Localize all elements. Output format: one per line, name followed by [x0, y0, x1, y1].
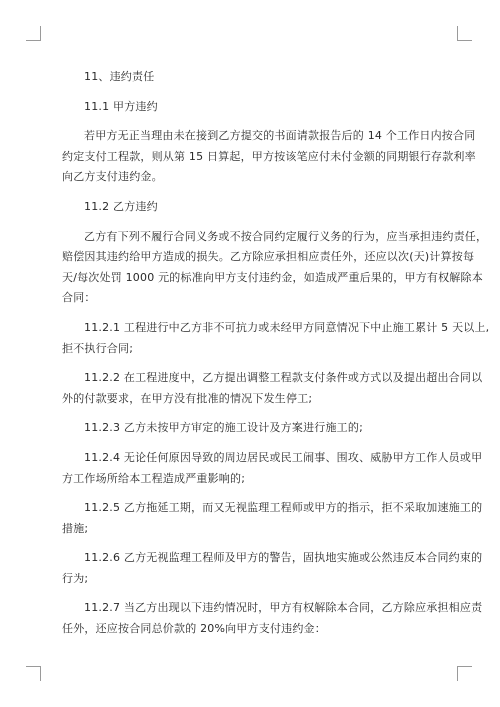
crop-mark-top-right — [457, 26, 472, 41]
paragraph-line: 向乙方支付违约金。 — [62, 170, 163, 184]
clause-11-2-3: 11.2.3 乙方未按甲方审定的施工设计及方案进行施工的; — [84, 421, 363, 435]
crop-mark-bottom-left — [26, 666, 41, 681]
paragraph-party-b-breach — [62, 227, 488, 309]
crop-mark-bottom-right — [457, 666, 472, 681]
clause-11-2-6: 11.2.6 乙方无视监理工程师及甲方的警告，固执地实施或公然违反本合同约束的 行为; — [62, 551, 483, 585]
sub-heading-party-a-breach: 11.1 甲方违约 — [84, 99, 158, 113]
clause-11-2-2: 11.2.2 在工程进度中，乙方提出调整工程款支付条件或方式以及提出超出合同以 外的付款要求，在甲方没有批准的情况下发生停工; — [62, 371, 483, 405]
clause-11-2-5: 11.2.5 乙方拖延工期，而又无视监理工程师或甲方的指示，拒不采取加速施工的 措施; — [62, 501, 483, 535]
clause-11-2-7: 11.2.7 当乙方出现以下违约情况时，甲方有权解除本合同，乙方除应承担相应责 任外，还应按合同总价款的 20%向甲方支付违约金： — [62, 601, 483, 636]
paragraph-line: 合同： — [62, 291, 96, 305]
sub-heading-party-b-breach: 11.2 乙方违约 — [84, 199, 158, 213]
clause-11-2-4: 11.2.4 无论任何原因导致的周边居民或民工闹事、围攻、威胁甲方工作人员或甲 方工作场所给本工程造成严重影响的; — [62, 450, 483, 485]
paragraph-line: 天/每次处罚 1000 元的标准向甲方支付违约金，如造成严重后果的，甲方有权解除本 — [62, 270, 483, 284]
paragraph-line: 赔偿因其违约给甲方造成的损失。乙方除应承担相应责任外，还应以次(天)计算按每 — [62, 250, 475, 264]
document-body — [62, 67, 490, 640]
section-heading: 11、违约责任 — [84, 70, 155, 83]
clause-11-2-1: 11.2.1 工程进行中乙方非不可抗力或未经甲方同意情况下中止施工累计 5 天以上, 拒不执行合同; — [62, 320, 490, 355]
paragraph-line: 若甲方无正当理由未在接到乙方提交的书面请款报告后的 14 个工作日内按合同 — [84, 129, 476, 143]
paragraph-line: 乙方有下列不履行合同义务或不按合同约定履行义务的行为，应当承担违约责任， — [84, 229, 488, 243]
paragraph-party-a-breach — [62, 126, 476, 188]
crop-mark-top-left — [26, 26, 41, 41]
paragraph-line: 约定支付工程款，则从第 15 日算起，甲方按该笔应付未付金额的同期银行存款利率 — [62, 149, 476, 163]
